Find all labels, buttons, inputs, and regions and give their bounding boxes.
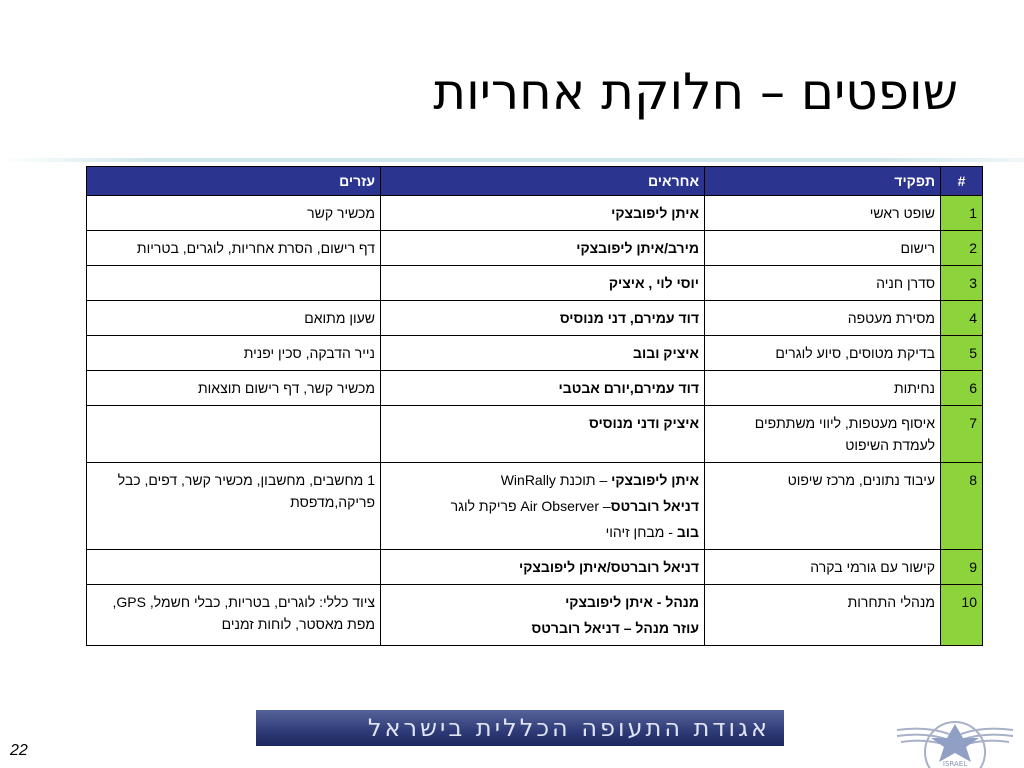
slide-title: שופטים – חלוקת אחריות <box>433 63 958 121</box>
responsible-line <box>386 469 699 491</box>
responsible-line <box>386 342 699 364</box>
row-number-cell: 5 <box>941 336 983 371</box>
helpers-cell: מכשיר קשר, דף רישום תוצאות <box>87 371 381 406</box>
responsible-name: דוד עמירם,יורם אבטבי <box>558 380 699 396</box>
helpers-cell <box>87 550 381 585</box>
responsible-line <box>386 521 699 543</box>
table-row <box>87 371 983 406</box>
helpers-cell: מכשיר קשר <box>87 196 381 231</box>
table-body <box>87 196 983 646</box>
responsible-cell <box>381 406 705 463</box>
column-header-number: # <box>941 167 983 196</box>
responsible-cell <box>381 463 705 550</box>
responsible-cell <box>381 550 705 585</box>
helpers-cell: שעון מתואם <box>87 301 381 336</box>
page-number: 22 <box>10 742 28 759</box>
row-number-cell: 4 <box>941 301 983 336</box>
row-number-cell: 10 <box>941 585 983 646</box>
table-header-row <box>87 167 983 196</box>
responsible-line <box>386 237 699 259</box>
table-row <box>87 406 983 463</box>
helpers-cell: דף רישום, הסרת אחריות, לוגרים, בטריות <box>87 231 381 266</box>
responsible-cell <box>381 231 705 266</box>
row-number-cell: 9 <box>941 550 983 585</box>
row-number-cell: 1 <box>941 196 983 231</box>
responsible-line <box>386 377 699 399</box>
table-row <box>87 550 983 585</box>
helpers-cell <box>87 266 381 301</box>
responsible-name: עוזר מנהל – דניאל רוברטס <box>531 620 699 636</box>
column-header-responsible: אחראים <box>381 167 705 196</box>
responsible-line <box>386 272 699 294</box>
responsible-name: דניאל רוברטס <box>610 498 699 514</box>
table-row <box>87 266 983 301</box>
responsible-name: איתן ליפובצקי <box>611 205 699 221</box>
table-row <box>87 336 983 371</box>
row-number-cell: 7 <box>941 406 983 463</box>
role-cell: מנהלי התחרות <box>705 585 941 646</box>
responsible-name: איציק ודני מנוסיס <box>588 415 699 431</box>
responsible-note: - מבחן זיהוי <box>605 524 677 540</box>
aviation-association-logo <box>893 700 1017 768</box>
responsible-line <box>386 412 699 434</box>
table-row <box>87 463 983 550</box>
helpers-cell: 1 מחשבים, מחשבון, מכשיר קשר, דפים, כבל פריקה,מדפסת <box>87 463 381 550</box>
responsible-name: איציק ובוב <box>633 345 699 361</box>
footer-banner-text: אגודת התעופה הכללית בישראל <box>367 714 770 742</box>
role-cell: שופט ראשי <box>705 196 941 231</box>
table-row <box>87 196 983 231</box>
column-header-role: תפקיד <box>705 167 941 196</box>
responsible-name: מנהל - איתן ליפובצקי <box>565 594 699 610</box>
responsible-line <box>386 495 699 517</box>
responsible-cell <box>381 336 705 371</box>
responsible-line <box>386 307 699 329</box>
responsible-line <box>386 617 699 639</box>
role-cell: עיבוד נתונים, מרכז שיפוט <box>705 463 941 550</box>
row-number-cell: 8 <box>941 463 983 550</box>
role-cell: איסוף מעטפות, ליווי משתתפים לעמדת השיפוט <box>705 406 941 463</box>
responsible-name: איתן ליפובצקי <box>611 472 699 488</box>
responsible-cell <box>381 301 705 336</box>
responsible-note: – תוכנת WinRally <box>500 472 612 488</box>
responsible-line <box>386 202 699 224</box>
role-cell: סדרן חניה <box>705 266 941 301</box>
responsibility-table <box>86 166 983 646</box>
footer-banner <box>256 710 784 746</box>
responsible-cell <box>381 266 705 301</box>
role-cell: נחיתות <box>705 371 941 406</box>
row-number-cell: 2 <box>941 231 983 266</box>
responsible-name: בוב <box>676 524 699 540</box>
table-row <box>87 231 983 266</box>
role-cell: קישור עם גורמי בקרה <box>705 550 941 585</box>
logo-caption: ISRAEL <box>942 760 968 768</box>
helpers-cell: נייר הדבקה, סכין יפנית <box>87 336 381 371</box>
table-row <box>87 301 983 336</box>
helpers-cell <box>87 406 381 463</box>
responsible-cell <box>381 585 705 646</box>
row-number-cell: 6 <box>941 371 983 406</box>
row-number-cell: 3 <box>941 266 983 301</box>
column-header-helpers: עזרים <box>87 167 381 196</box>
responsible-name: מירב/איתן ליפובצקי <box>576 240 699 256</box>
responsible-line <box>386 556 699 578</box>
role-cell: מסירת מעטפה <box>705 301 941 336</box>
responsible-note: – Air Observer פריקת לוגר <box>450 498 611 514</box>
responsible-cell <box>381 196 705 231</box>
role-cell: בדיקת מטוסים, סיוע לוגרים <box>705 336 941 371</box>
responsible-line <box>386 591 699 613</box>
responsible-name: דניאל רוברטס/איתן ליפובצקי <box>518 559 699 575</box>
responsible-name: דוד עמירם, דני מנוסיס <box>559 310 699 326</box>
table-row <box>87 585 983 646</box>
title-divider <box>0 158 1024 162</box>
helpers-cell: ציוד כללי: לוגרים, בטריות, כבלי חשמל, GPS, מפת מאסטר, לוחות זמנים <box>87 585 381 646</box>
role-cell: רישום <box>705 231 941 266</box>
responsible-name: יוסי לוי , איציק <box>608 275 699 291</box>
responsible-cell <box>381 371 705 406</box>
